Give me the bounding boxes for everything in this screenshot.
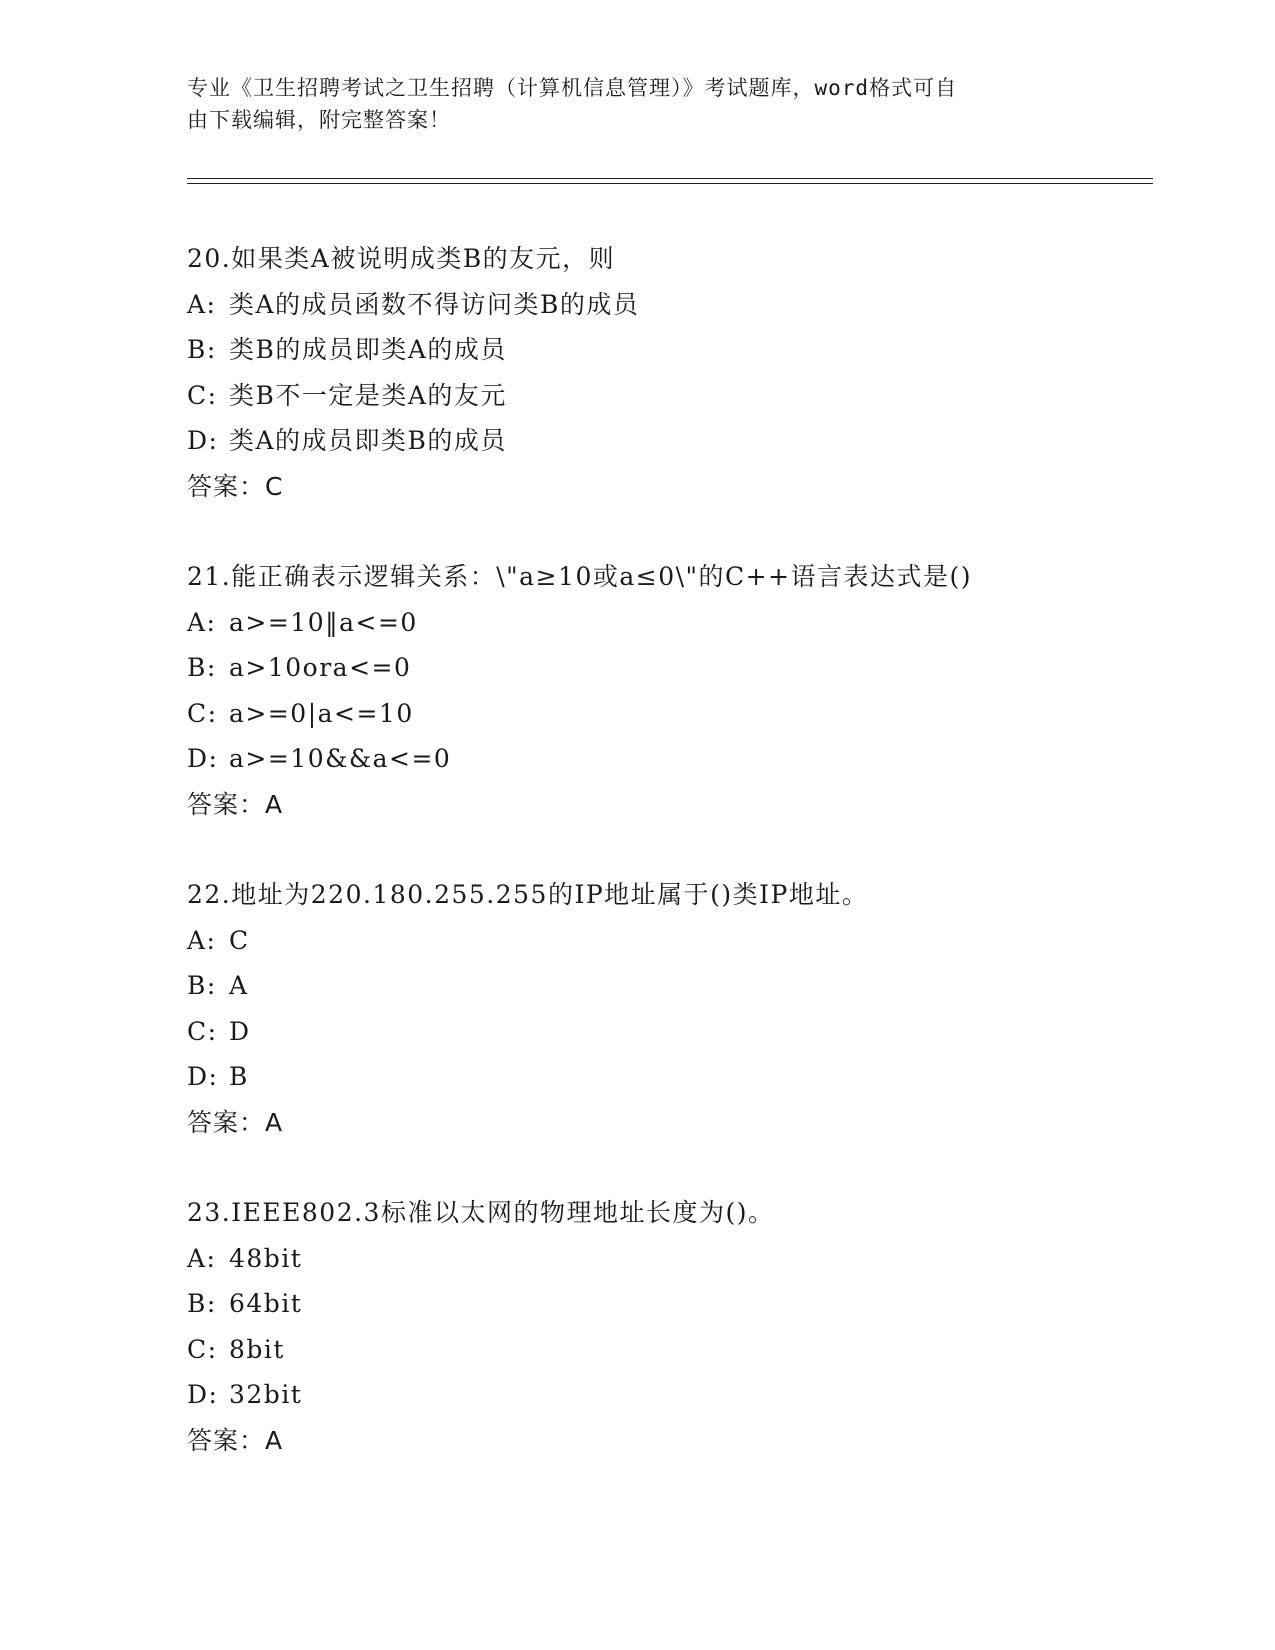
option-letter: A: bbox=[187, 1243, 217, 1273]
option-letter: D: bbox=[187, 426, 219, 455]
option-d bbox=[187, 736, 1187, 782]
option-letter: B: bbox=[187, 335, 217, 364]
option-letter: A: bbox=[187, 289, 217, 319]
option-a bbox=[187, 282, 1187, 328]
option-text: 类A的成员即类B的成员 bbox=[229, 426, 507, 455]
option-letter: C: bbox=[187, 1016, 218, 1046]
option-b bbox=[187, 327, 1187, 373]
option-text: a>=10&&a<=0 bbox=[229, 744, 452, 773]
option-letter: C: bbox=[187, 698, 218, 728]
option-text: 48bit bbox=[229, 1243, 303, 1273]
option-text: B bbox=[229, 1062, 249, 1091]
answer-line: 答案：A bbox=[187, 789, 284, 819]
option-letter: D: bbox=[187, 1380, 219, 1409]
option-text: 32bit bbox=[229, 1380, 303, 1409]
option-d bbox=[187, 418, 1187, 464]
document-header bbox=[187, 72, 1067, 136]
question-stem: 23.IEEE802.3标准以太网的物理地址长度为()。 bbox=[187, 1198, 775, 1227]
answer-line: 答案：C bbox=[187, 471, 284, 501]
option-letter: C: bbox=[187, 1334, 218, 1364]
option-c bbox=[187, 1009, 1187, 1055]
option-b bbox=[187, 645, 1187, 691]
header-line-2: 由下载编辑，附完整答案！ bbox=[187, 108, 451, 132]
header-divider-bottom bbox=[187, 183, 1153, 184]
option-letter: C: bbox=[187, 380, 218, 410]
option-a bbox=[187, 918, 1187, 964]
option-b bbox=[187, 1281, 1187, 1327]
option-letter: D: bbox=[187, 744, 219, 773]
option-d bbox=[187, 1054, 1187, 1100]
option-c bbox=[187, 373, 1187, 419]
option-text: D bbox=[229, 1016, 251, 1046]
question-21 bbox=[187, 554, 1187, 827]
option-b bbox=[187, 963, 1187, 1009]
option-text: 类B不一定是类A的友元 bbox=[229, 380, 507, 410]
option-letter: B: bbox=[187, 653, 217, 682]
question-20 bbox=[187, 236, 1187, 509]
option-text: a>10ora<=0 bbox=[229, 653, 412, 682]
question-stem: 21.能正确表示逻辑关系：\"a≥10或a≤0\"的C++语言表达式是() bbox=[187, 562, 973, 591]
option-text: A bbox=[229, 971, 249, 1000]
option-text: C bbox=[229, 925, 250, 955]
option-d bbox=[187, 1372, 1187, 1418]
option-text: a>=0|a<=10 bbox=[229, 698, 414, 728]
question-23 bbox=[187, 1190, 1187, 1463]
question-stem: 22.地址为220.180.255.255的IP地址属于()类IP地址。 bbox=[187, 880, 869, 909]
option-letter: A: bbox=[187, 607, 217, 637]
option-text: a>=10‖a<=0 bbox=[229, 607, 418, 637]
option-text: 类A的成员函数不得访问类B的成员 bbox=[229, 289, 640, 319]
header-divider-top bbox=[187, 178, 1153, 179]
option-text: 8bit bbox=[229, 1334, 285, 1364]
option-letter: B: bbox=[187, 971, 217, 1000]
option-text: 类B的成员即类A的成员 bbox=[229, 335, 507, 364]
question-stem: 20.如果类A被说明成类B的友元，则 bbox=[187, 244, 616, 273]
option-a bbox=[187, 600, 1187, 646]
option-letter: D: bbox=[187, 1062, 219, 1091]
option-text: 64bit bbox=[229, 1289, 303, 1318]
answer-line: 答案：A bbox=[187, 1107, 284, 1137]
answer-line: 答案：A bbox=[187, 1425, 284, 1455]
option-letter: B: bbox=[187, 1289, 217, 1318]
option-letter: A: bbox=[187, 925, 217, 955]
option-c bbox=[187, 691, 1187, 737]
option-a bbox=[187, 1236, 1187, 1282]
question-22 bbox=[187, 872, 1187, 1145]
option-c bbox=[187, 1327, 1187, 1373]
header-line-1: 专业《卫生招聘考试之卫生招聘（计算机信息管理）》考试题库，word格式可自 bbox=[187, 76, 958, 100]
question-list bbox=[187, 236, 1187, 1508]
